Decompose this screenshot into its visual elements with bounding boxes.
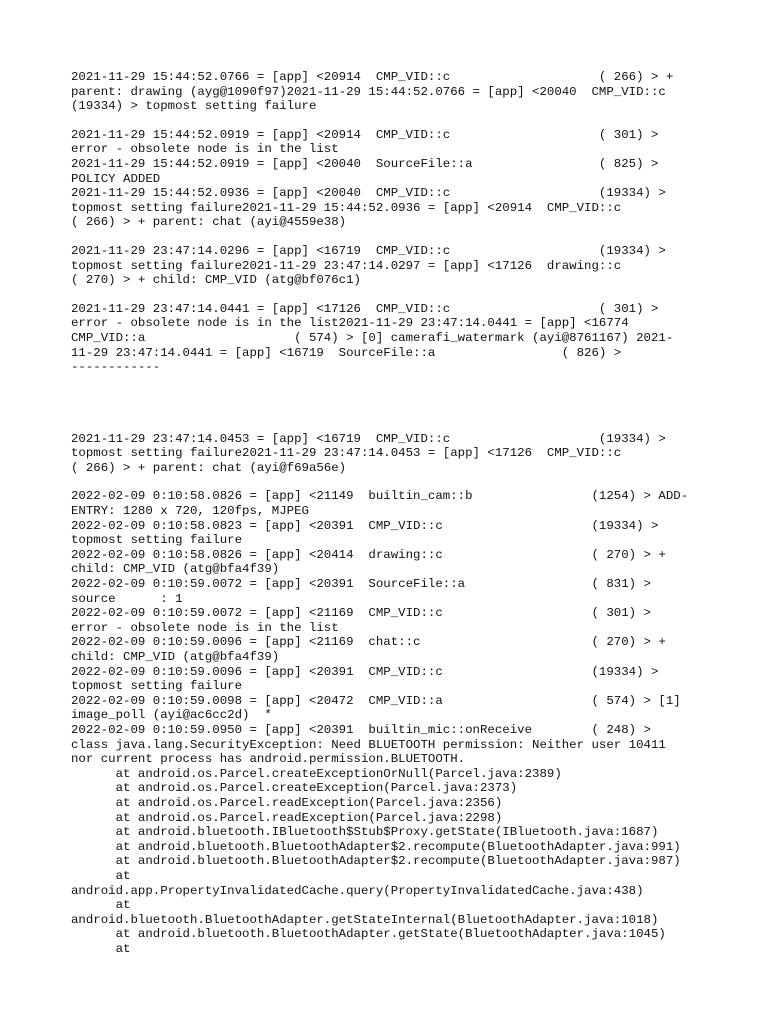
log-line: 2022-02-09 0:10:59.0950 = [app] <20391 builtin_mic::onReceive ( 248) > xyxy=(71,722,651,737)
log-line: topmost setting failure xyxy=(71,533,243,548)
log-line: class java.lang.SecurityException: Need BLUETOOTH permission: Neither user 10411 xyxy=(71,737,666,752)
log-line: at android.os.Parcel.readException(Parcel.java:2298) xyxy=(71,810,503,825)
log-line: child: CMP_VID (atg@bfa4f39) xyxy=(71,562,280,577)
log-line: 2021-11-29 23:47:14.0453 = [app] <16719 CMP_VID::c (19334) > xyxy=(71,431,666,446)
log-line: POLICY ADDED xyxy=(71,171,161,186)
log-line: at android.os.Parcel.readException(Parcel.java:2356) xyxy=(71,795,503,810)
log-line: 2021-11-29 15:44:52.0766 = [app] <20914 CMP_VID::c ( 266) > + xyxy=(71,70,674,84)
log-line: at android.bluetooth.BluetoothAdapter$2.recompute(BluetoothAdapter.java:987) xyxy=(71,854,681,869)
log-line: 2022-02-09 0:10:58.0826 = [app] <21149 builtin_cam::b (1254) > ADD- xyxy=(71,489,689,504)
log-line: topmost setting failure xyxy=(71,679,243,694)
log-paragraph xyxy=(71,70,711,114)
log-line: parent: drawing (ayg@1090f97)2021-11-29 15:44:52.0766 = [app] <20040 CMP_VID::c xyxy=(71,84,666,99)
log-line: image_poll (ayi@ac6cc2d) * xyxy=(71,708,272,723)
log-line: topmost setting failure2021-11-29 23:47:14.0297 = [app] <17126 drawing::c xyxy=(71,258,622,273)
log-line: at android.bluetooth.BluetoothAdapter.getState(BluetoothAdapter.java:1045) xyxy=(71,927,666,942)
log-line: source : 1 xyxy=(71,591,183,606)
log-line: 2021-11-29 23:47:14.0441 = [app] <17126 CMP_VID::c ( 301) > xyxy=(71,301,659,316)
log-paragraph xyxy=(71,244,711,288)
log-line: ( 266) > + parent: chat (ayi@4559e38) xyxy=(71,215,347,230)
log-line: 2021-11-29 15:44:52.0919 = [app] <20914 CMP_VID::c ( 301) > xyxy=(71,127,659,142)
log-paragraph xyxy=(71,489,711,956)
log-line: 2021-11-29 15:44:52.0919 = [app] <20040 SourceFile::a ( 825) > xyxy=(71,156,659,171)
blank-space xyxy=(71,389,711,432)
log-line: ENTRY: 1280 x 720, 120fps, MJPEG xyxy=(71,504,309,519)
log-line: at xyxy=(71,941,131,956)
log-line: 2021-11-29 23:47:14.0296 = [app] <16719 CMP_VID::c (19334) > xyxy=(71,243,666,258)
log-paragraph xyxy=(71,432,711,476)
log-line: at android.bluetooth.IBluetooth$Stub$Proxy.getState(IBluetooth.java:1687) xyxy=(71,825,659,840)
log-line: child: CMP_VID (atg@bfa4f39) xyxy=(71,650,280,664)
log-line: at xyxy=(71,868,131,883)
log-line: 11-29 23:47:14.0441 = [app] <16719 SourceFile::a ( 826) > xyxy=(71,345,622,360)
log-paragraph xyxy=(71,128,711,230)
log-line: 2022-02-09 0:10:59.0072 = [app] <20391 SourceFile::a ( 831) > xyxy=(71,577,651,592)
log-line: (19334) > topmost setting failure xyxy=(71,99,317,114)
log-line: error - obsolete node is in the list xyxy=(71,142,339,157)
log-line: nor current process has android.permission.BLUETOOTH. xyxy=(71,752,466,767)
log-line: android.app.PropertyInvalidatedCache.query(PropertyInvalidatedCache.java:438) xyxy=(71,883,644,898)
log-line: 2022-02-09 0:10:58.0826 = [app] <20414 drawing::c ( 270) > + xyxy=(71,547,666,562)
log-line: CMP_VID::a ( 574) > [0] camerafi_watermark (ayi@8761167) 2021- xyxy=(71,330,674,345)
log-line: 2022-02-09 0:10:58.0823 = [app] <20391 CMP_VID::c (19334) > xyxy=(71,518,659,533)
log-line: ( 266) > + parent: chat (ayi@f69a56e) xyxy=(71,460,347,475)
log-line: at xyxy=(71,898,131,913)
log-line: 2022-02-09 0:10:59.0096 = [app] <20391 CMP_VID::c (19334) > xyxy=(71,664,659,679)
log-line: error - obsolete node is in the list xyxy=(71,620,339,635)
log-line: at android.bluetooth.BluetoothAdapter$2.recompute(BluetoothAdapter.java:991) xyxy=(71,839,681,854)
log-line: android.bluetooth.BluetoothAdapter.getStateInternal(BluetoothAdapter.java:1018) xyxy=(71,912,659,927)
log-line: ( 270) > + child: CMP_VID (atg@bf076c1) xyxy=(71,273,361,288)
log-line: 2022-02-09 0:10:59.0096 = [app] <21169 chat::c ( 270) > + xyxy=(71,635,666,650)
log-paragraph xyxy=(71,302,711,375)
log-line: 2022-02-09 0:10:59.0072 = [app] <21169 CMP_VID::c ( 301) > xyxy=(71,606,651,621)
log-line: at android.os.Parcel.createExceptionOrNull(Parcel.java:2389) xyxy=(71,766,562,781)
log-line: topmost setting failure2021-11-29 15:44:52.0936 = [app] <20914 CMP_VID::c xyxy=(71,200,622,215)
log-line: error - obsolete node is in the list2021-11-29 23:47:14.0441 = [app] <16774 xyxy=(71,316,629,331)
log-line: ------------ xyxy=(71,360,161,375)
log-document xyxy=(71,70,711,970)
log-line: at android.os.Parcel.createException(Parcel.java:2373) xyxy=(71,781,518,796)
log-line: 2022-02-09 0:10:59.0098 = [app] <20472 CMP_VID::a ( 574) > [1] xyxy=(71,693,681,708)
log-line: topmost setting failure2021-11-29 23:47:14.0453 = [app] <17126 CMP_VID::c xyxy=(71,446,622,461)
log-line: 2021-11-29 15:44:52.0936 = [app] <20040 CMP_VID::c (19334) > xyxy=(71,186,666,201)
